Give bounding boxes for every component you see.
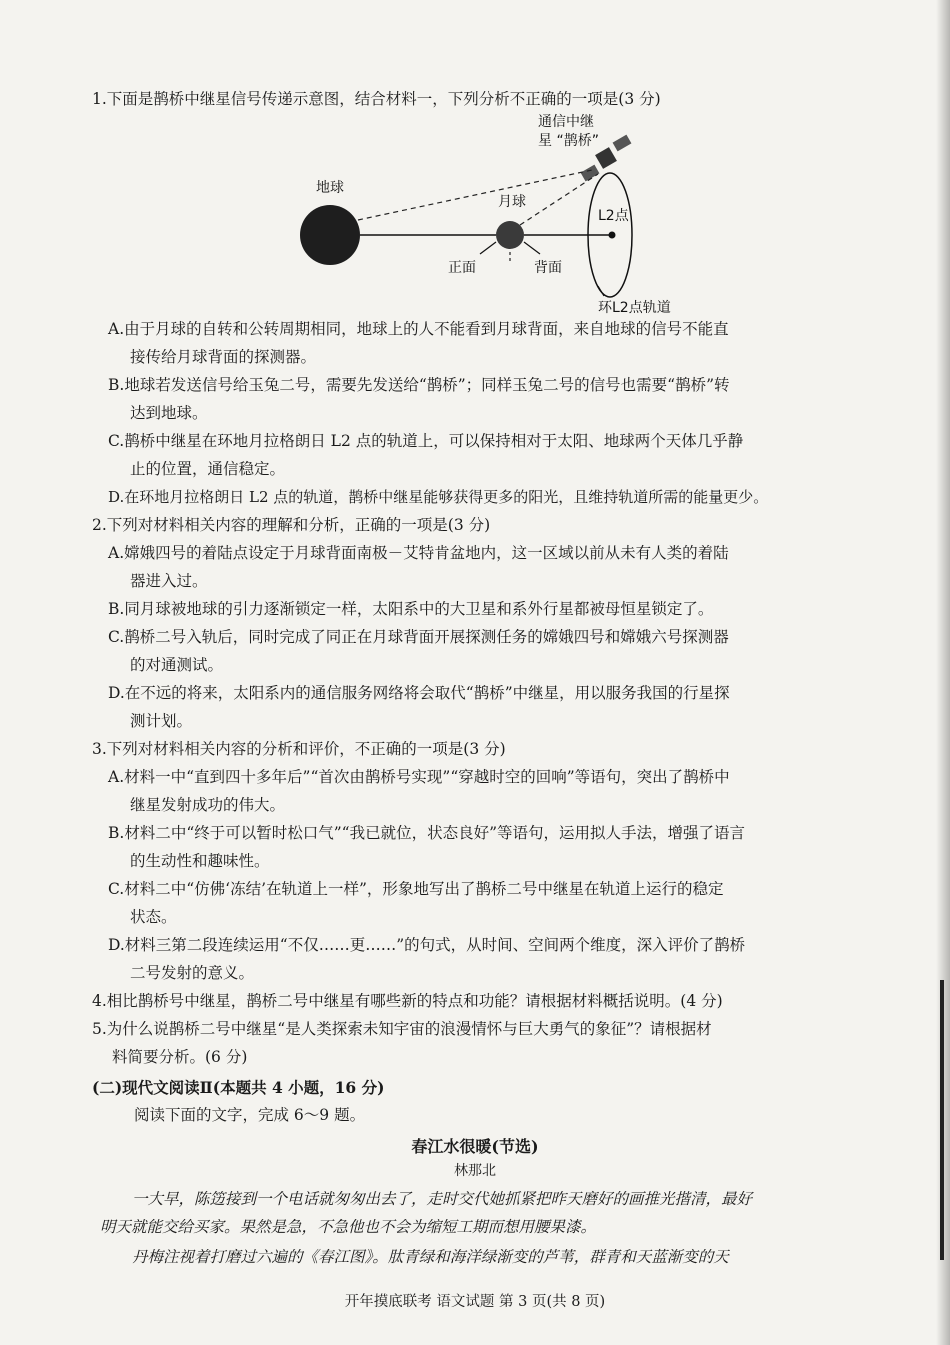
question-2-stem: 2.下列对材料相关内容的理解和分析，正确的一项是(3 分) [92, 516, 491, 534]
front-arrow [480, 242, 496, 254]
relay-signal-diagram [280, 110, 700, 320]
q3-option-d-line2: 二号发射的意义。 [130, 964, 255, 982]
earth-label: 地球 [316, 180, 344, 196]
earth-relay-signal [358, 170, 592, 220]
relay-label-line1: 通信中继 [538, 114, 594, 130]
scan-edge-line [940, 980, 944, 1260]
q3-option-c-line1: C.材料二中“仿佛‘冻结’在轨道上一样”，形象地写出了鹊桥二号中继星在轨道上运行的稳定 [108, 880, 724, 898]
back-arrow [524, 242, 540, 254]
orbit-label: 环L2点轨道 [598, 300, 671, 316]
relay-label-line2: 星 “鹊桥” [538, 133, 599, 149]
orbit-pointer [598, 286, 604, 296]
q2-option-d-line1: D.在不远的将来，太阳系内的通信服务网络将会取代“鹊桥”中继星，用以服务我国的行星探 [108, 684, 730, 702]
passage-paragraph-1-line1: 一大早，陈笾接到一个电话就匆匆出去了，走时交代她抓紧把昨天磨好的画推光揩清，最好 [132, 1190, 753, 1208]
section-2-heading: (二)现代文阅读Ⅱ(本题共 4 小题，16 分) [92, 1078, 385, 1097]
q1-option-a-line2: 接传给月球背面的探测器。 [130, 348, 317, 366]
moon-label: 月球 [498, 194, 526, 210]
q2-option-c-line2: 的对通测试。 [130, 656, 224, 674]
moon-relay-signal [520, 174, 598, 225]
q1-option-a-line1: A.由于月球的自转和公转周期相同，地球上的人不能看到月球背面，来自地球的信号不能直 [108, 320, 729, 338]
q1-option-b-line2: 达到地球。 [130, 404, 208, 422]
q3-option-b-line2: 的生动性和趣味性。 [130, 852, 270, 870]
question-1-stem: 1.下面是鹊桥中继星信号传递示意图，结合材料一，下列分析不正确的一项是(3 分) [92, 90, 661, 108]
q3-option-a-line1: A.材料一中“直到四十多年后”“首次由鹊桥号实现”“穿越时空的回响”等语句，突出了鹊桥中 [108, 768, 730, 786]
q3-option-c-line2: 状态。 [130, 908, 177, 926]
q1-option-b-line1: B.地球若发送信号给玉兔二号，需要先发送给“鹊桥”；同样玉兔二号的信号也需要“鹊桥”转 [108, 376, 730, 394]
q2-option-a-line1: A.嫦娥四号的着陆点设定于月球背面南极－艾特肯盆地内，这一区域以前从未有人类的着陆 [108, 544, 729, 562]
q2-option-a-line2: 器进入过。 [130, 572, 208, 590]
passage-author: 林那北 [454, 1163, 496, 1179]
q2-option-b-line1: B.同月球被地球的引力逐渐锁定一样，太阳系中的大卫星和系外行星都被母恒星锁定了。 [108, 600, 714, 618]
question-3-stem: 3.下列对材料相关内容的分析和评价，不正确的一项是(3 分) [92, 740, 506, 758]
section-2-instruction: 阅读下面的文字，完成 6～9 题。 [134, 1106, 366, 1124]
q3-option-a-line2: 继星发射成功的伟大。 [130, 796, 286, 814]
passage-paragraph-1-line2: 明天就能交给买家。果然是急，不急他也不会为缩短工期而想用腰果漆。 [100, 1218, 597, 1236]
q1-option-d-line1: D.在环地月拉格朗日 L2 点的轨道，鹊桥中继星能够获得更多的阳光，且维持轨道所需的能量更少。 [108, 488, 769, 506]
question-5-stem-line2: 料简要分析。(6 分) [112, 1048, 248, 1066]
passage-paragraph-2-line1: 丹梅注视着打磨过六遍的《春江图》。肽青绿和海洋绿渐变的芦苇，群青和天蓝渐变的天 [132, 1248, 729, 1266]
back-label: 背面 [534, 260, 562, 276]
q1-option-c-line1: C.鹊桥中继星在环地月拉格朗日 L2 点的轨道上，可以保持相对于太阳、地球两个天体几乎静 [108, 432, 744, 450]
q3-option-d-line1: D.材料三第二段连续运用“不仅……更……”的句式，从时间、空间两个维度，深入评价了鹊桥 [108, 936, 746, 954]
earth-icon [300, 205, 360, 265]
q3-option-b-line1: B.材料二中“终于可以暂时松口气”“我已就位，状态良好”等语句，运用拟人手法，增强了语言 [108, 824, 746, 842]
l2-point [609, 232, 616, 239]
question-4-stem: 4.相比鹊桥号中继星，鹊桥二号中继星有哪些新的特点和功能？请根据材料概括说明。(4 分) [92, 992, 723, 1010]
l2-label: L2点 [598, 208, 629, 224]
q2-option-c-line1: C.鹊桥二号入轨后，同时完成了同正在月球背面开展探测任务的嫦娥四号和嫦娥六号探测器 [108, 628, 729, 646]
passage-title: 春江水很暖(节选) [411, 1137, 539, 1156]
q2-option-d-line2: 测计划。 [130, 712, 193, 730]
q1-option-c-line2: 止的位置，通信稳定。 [130, 460, 286, 478]
question-5-stem-line1: 5.为什么说鹊桥二号中继星“是人类探索未知宇宙的浪漫情怀与巨大勇气的象征”？请根据材 [92, 1020, 712, 1038]
page-footer: 开年摸底联考 语文试题 第 3 页(共 8 页) [344, 1294, 606, 1310]
front-label: 正面 [448, 260, 476, 276]
moon-icon [496, 221, 524, 249]
